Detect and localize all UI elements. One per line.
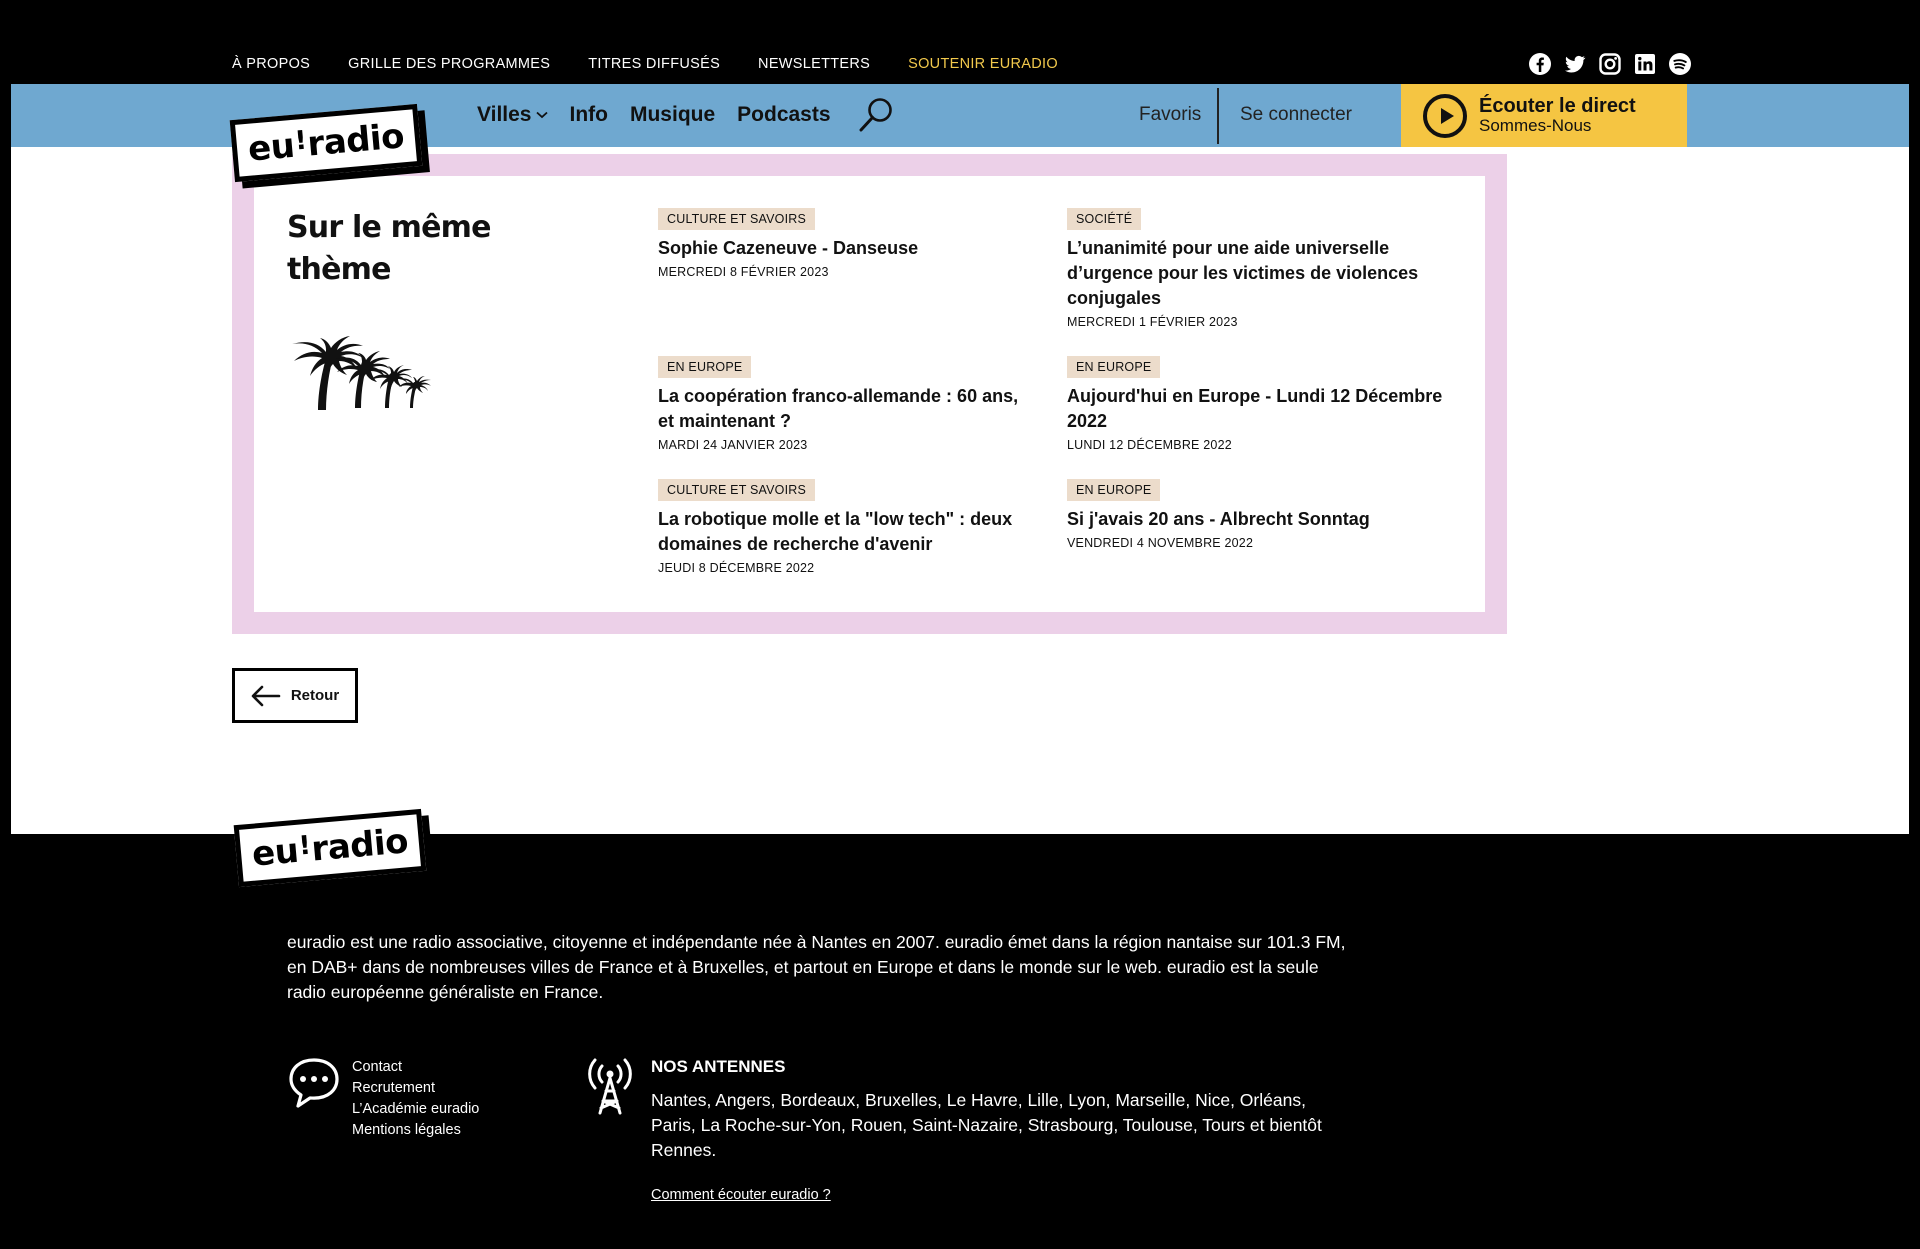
antennas-list: Nantes, Angers, Bordeaux, Bruxelles, Le Havre, Lille, Lyon, Marseille, Nice, Orléans, Paris, La Roche-sur-Yon, Rouen, Saint-Nazaire, Strasbourg, Toulouse, Tours et bientôt Rennes. bbox=[651, 1090, 1322, 1160]
listen-live-show: Sommes-Nous bbox=[1479, 116, 1592, 135]
article-title[interactable]: La coopération franco-allemande : 60 ans, et maintenant ? bbox=[658, 386, 1019, 431]
antenna-icon bbox=[582, 1056, 638, 1116]
main-nav bbox=[477, 103, 831, 127]
top-nav-support[interactable]: SOUTENIR EURADIO bbox=[908, 56, 1058, 72]
favorites-link[interactable]: Favoris bbox=[1139, 104, 1202, 125]
arrow-left-icon bbox=[251, 685, 281, 707]
top-nav-newsletters[interactable]: NEWSLETTERS bbox=[758, 56, 871, 72]
back-button-label: Retour bbox=[290, 687, 340, 704]
article-title[interactable]: Aujourd'hui en Europe - Lundi 12 Décembre 2022 bbox=[1067, 386, 1443, 431]
logo-text-radio: radio bbox=[305, 116, 406, 165]
related-article[interactable] bbox=[1067, 479, 1447, 550]
logo-text-bang: ! bbox=[297, 830, 312, 862]
linkedin-icon[interactable] bbox=[1633, 52, 1657, 76]
how-to-listen-link[interactable]: Comment écouter euradio ? bbox=[651, 1187, 831, 1203]
article-title[interactable]: Sophie Cazeneuve - Danseuse bbox=[658, 238, 919, 258]
related-section-title: Sur le même thème bbox=[287, 210, 491, 287]
listen-live-button[interactable] bbox=[1401, 84, 1687, 147]
chat-bubble-icon bbox=[287, 1056, 341, 1110]
article-tag[interactable]: CULTURE ET SAVOIRS bbox=[658, 479, 815, 501]
palm-trees-icon bbox=[288, 312, 434, 412]
antennas-title: NOS ANTENNES bbox=[651, 1057, 786, 1076]
related-article[interactable] bbox=[1067, 356, 1447, 452]
article-tag[interactable]: SOCIÉTÉ bbox=[1067, 208, 1141, 230]
instagram-icon[interactable] bbox=[1598, 52, 1622, 76]
article-tag[interactable]: EN EUROPE bbox=[1067, 479, 1160, 501]
top-nav-tracks[interactable]: TITRES DIFFUSÉS bbox=[588, 56, 721, 72]
article-date: MERCREDI 8 FÉVRIER 2023 bbox=[658, 265, 829, 279]
footer-link-contact[interactable]: Contact bbox=[352, 1059, 402, 1075]
search-icon[interactable] bbox=[858, 96, 894, 134]
article-date: MARDI 24 JANVIER 2023 bbox=[658, 438, 808, 452]
play-icon bbox=[1423, 94, 1467, 138]
top-bar bbox=[0, 0, 1920, 84]
article-tag[interactable]: EN EUROPE bbox=[1067, 356, 1160, 378]
footer-link-recruitment[interactable]: Recrutement bbox=[352, 1080, 436, 1096]
nav-villes[interactable] bbox=[477, 103, 548, 127]
article-date: MERCREDI 1 FÉVRIER 2023 bbox=[1067, 315, 1238, 329]
back-button[interactable] bbox=[232, 668, 358, 723]
facebook-icon[interactable] bbox=[1528, 52, 1552, 76]
logo-text-eu: eu bbox=[250, 830, 301, 875]
social-links bbox=[1528, 52, 1692, 76]
nav-musique[interactable]: Musique bbox=[629, 103, 716, 126]
listen-live-title: Écouter le direct bbox=[1479, 95, 1636, 117]
article-date: LUNDI 12 DÉCEMBRE 2022 bbox=[1067, 438, 1232, 452]
article-date: VENDREDI 4 NOVEMBRE 2022 bbox=[1067, 536, 1254, 550]
article-tag[interactable]: CULTURE ET SAVOIRS bbox=[658, 208, 815, 230]
listen-live-text bbox=[1479, 96, 1636, 135]
logo-text-radio: radio bbox=[309, 821, 410, 870]
footer-link-legal[interactable]: Mentions légales bbox=[352, 1122, 461, 1138]
twitter-icon[interactable] bbox=[1563, 52, 1587, 76]
nav-podcasts[interactable]: Podcasts bbox=[737, 103, 831, 126]
footer-about: euradio est une radio associative, citoyenne et indépendante née à Nantes en 2007. euradio émet dans la région nantaise sur 101.3 FM, en DAB+ dans de nombreuses villes de France et à Bruxelles, et partout en Europe et dans le monde sur le web. euradio est la seule radio européenne généraliste en France. bbox=[287, 932, 1346, 1002]
article-title[interactable]: L’unanimité pour une aide universelle d’urgence pour les victimes de violences conjugales bbox=[1067, 238, 1419, 308]
header-divider bbox=[1217, 88, 1219, 144]
related-article[interactable] bbox=[658, 479, 1038, 575]
nav-info[interactable]: Info bbox=[569, 103, 608, 126]
top-nav-about[interactable]: À PROPOS bbox=[232, 56, 311, 72]
top-nav-schedule[interactable]: GRILLE DES PROGRAMMES bbox=[348, 56, 551, 72]
article-date: JEUDI 8 DÉCEMBRE 2022 bbox=[658, 561, 815, 575]
nav-villes-label: Villes bbox=[477, 103, 532, 126]
related-article[interactable] bbox=[658, 356, 1038, 452]
spotify-icon[interactable] bbox=[1668, 52, 1692, 76]
footer-links bbox=[352, 1058, 479, 1139]
login-link[interactable]: Se connecter bbox=[1240, 104, 1352, 125]
article-title[interactable]: Si j'avais 20 ans - Albrecht Sonntag bbox=[1067, 509, 1370, 529]
footer-link-academy[interactable]: L’Académie euradio bbox=[352, 1101, 480, 1117]
chevron-down-icon bbox=[536, 111, 548, 119]
logo-text-bang: ! bbox=[293, 125, 308, 157]
article-tag[interactable]: EN EUROPE bbox=[658, 356, 751, 378]
logo-text-eu: eu bbox=[246, 125, 297, 170]
related-article[interactable] bbox=[1067, 208, 1447, 329]
related-article[interactable] bbox=[658, 208, 1038, 279]
article-title[interactable]: La robotique molle et la "low tech" : deux domaines de recherche d'avenir bbox=[658, 509, 1013, 554]
top-nav bbox=[232, 56, 1058, 72]
